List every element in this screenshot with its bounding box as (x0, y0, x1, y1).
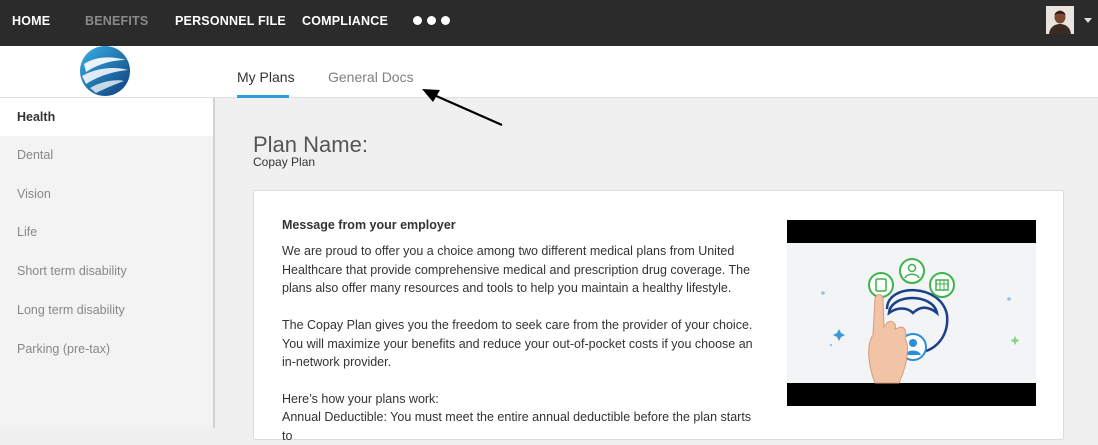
message-title: Message from your employer (282, 218, 456, 232)
message-paragraph: Here’s how your plans work: (282, 392, 439, 406)
tab-general-docs[interactable]: General Docs (328, 69, 414, 85)
video-thumbnail (787, 243, 1036, 383)
video-player[interactable] (787, 220, 1036, 406)
tabs-bar (0, 46, 1098, 98)
message-paragraph: We are proud to offer you a choice among two different medical plans from United Healthcare that provide comprehensive medical and prescription drug coverage. The plans also offer many resources and tools to help you maintain a healthy lifestyle. (282, 244, 751, 295)
nav-compliance[interactable]: COMPLIANCE (302, 14, 389, 28)
caret-down-icon[interactable] (1084, 18, 1092, 23)
message-paragraph: The Copay Plan gives you the freedom to seek care from the provider of your choice. You will maximize your benefits and reduce your out-of-pocket costs if you choose an in-network provider. (282, 318, 753, 369)
message-paragraph: Annual Deductible: You must meet the entire annual deductible before the plan starts to (282, 410, 752, 443)
sidebar-item-short-term-disability[interactable]: Short term disability (17, 264, 127, 278)
nav-home[interactable]: HOME (12, 14, 51, 28)
ellipsis-icon[interactable] (413, 16, 450, 28)
sidebar-item-vision[interactable]: Vision (17, 187, 51, 201)
sidebar-item-parking[interactable]: Parking (pre-tax) (17, 342, 111, 356)
user-avatar[interactable] (1046, 6, 1074, 34)
sidebar-item-dental[interactable]: Dental (17, 148, 54, 162)
sidebar-item-life[interactable]: Life (17, 225, 38, 239)
company-logo (78, 46, 132, 98)
sidebar-item-health[interactable]: Health (0, 98, 213, 136)
nav-personnel-file[interactable]: PERSONNEL FILE (175, 14, 286, 28)
plan-name-label: Plan Name: (253, 132, 368, 157)
employer-message-card (253, 190, 1064, 443)
plan-name-value: Copay Plan (253, 155, 316, 169)
sidebar (0, 98, 215, 428)
sidebar-item-long-term-disability[interactable]: Long term disability (17, 303, 125, 317)
top-navigation (0, 0, 1098, 46)
nav-benefits[interactable]: BENEFITS (85, 14, 149, 28)
tab-my-plans[interactable]: My Plans (237, 69, 295, 85)
active-tab-indicator (237, 95, 289, 98)
